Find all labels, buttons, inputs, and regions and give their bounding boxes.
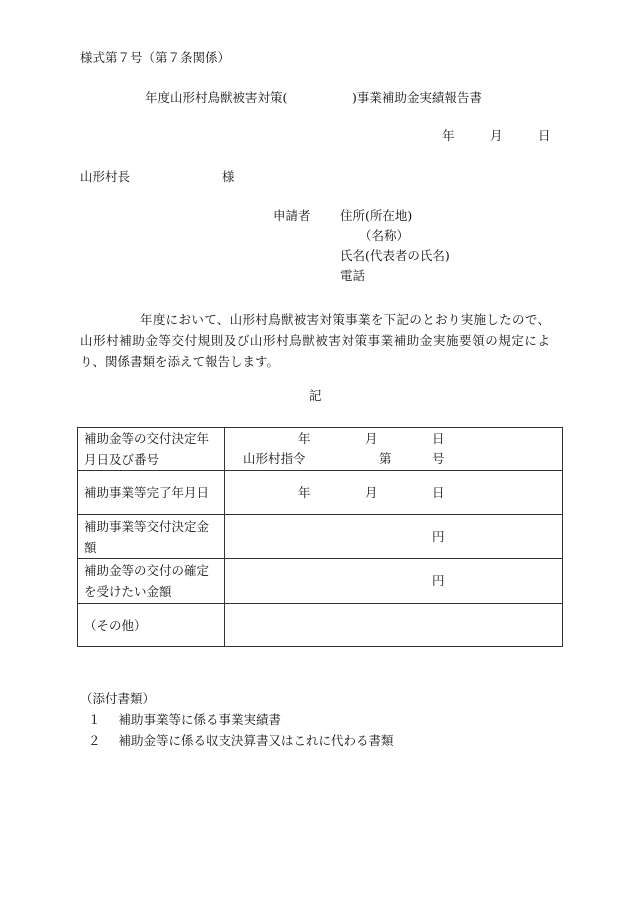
- row1-year: 年: [298, 431, 311, 446]
- row5-label: （その他）: [78, 604, 225, 647]
- row2-month: 月: [365, 485, 378, 500]
- row5-value: [225, 604, 563, 647]
- form-number: 様式第７号（第７条関係）: [80, 50, 231, 65]
- row3-value: [225, 515, 563, 559]
- addressee-name: 山形村長: [80, 169, 131, 184]
- applicant-phone: 電話: [340, 268, 366, 283]
- report-table: [77, 427, 563, 647]
- attachments-heading: （添付書類）: [80, 691, 156, 706]
- row3-unit: 円: [432, 529, 445, 544]
- table-row-other: [78, 604, 563, 647]
- addressee-honorific: 様: [222, 169, 235, 184]
- applicant-name: 氏名(代表者の氏名): [340, 248, 450, 263]
- applicant-org-name: （名称）: [359, 228, 410, 243]
- table-row-decision-date: [78, 428, 563, 471]
- title-prefix: 年度山形村鳥獣被害対策(: [145, 90, 288, 105]
- date-year: 年: [442, 128, 455, 143]
- row1-day: 日: [432, 431, 445, 446]
- row1-label: 補助金等の交付決定年月日及び番号: [78, 428, 225, 471]
- row1-directive: 山形村指令: [243, 451, 306, 466]
- body-paragraph: 年度において、山形村鳥獣被害対策事業を下記のとおり実施したので、山形村補助金等交付規則及び山形村鳥獣被害対策事業補助金実施要領の規定により、関係書類を添えて報告します。: [80, 312, 550, 369]
- applicant-label: 申請者: [273, 208, 311, 223]
- table-row-completion-date: [78, 471, 563, 515]
- date-month: 月: [490, 128, 503, 143]
- table-row-confirmed-amount: [78, 559, 563, 604]
- row2-value: [225, 471, 563, 515]
- row2-label: 補助事業等完了年月日: [78, 471, 225, 515]
- attachment-no: ２: [88, 733, 101, 748]
- attachment-item: [88, 714, 281, 727]
- row1-go: 号: [432, 451, 445, 466]
- row2-year: 年: [298, 485, 311, 500]
- row1-value: [225, 428, 563, 471]
- ki-heading: 記: [309, 388, 322, 403]
- row1-month: 月: [365, 431, 378, 446]
- attachment-item: [88, 735, 394, 748]
- row4-unit: 円: [432, 573, 445, 588]
- row3-label: 補助事業等交付決定金額: [78, 515, 225, 559]
- attachment-text: 補助事業等に係る事業実績書: [118, 712, 282, 727]
- row2-day: 日: [432, 485, 445, 500]
- title-suffix: )事業補助金実績報告書: [352, 90, 482, 105]
- row4-label: 補助金等の交付の確定を受けたい金額: [78, 559, 225, 604]
- row1-dai: 第: [379, 451, 392, 466]
- table-row-decision-amount: [78, 515, 563, 559]
- applicant-address: 住所(所在地): [340, 208, 413, 223]
- attachment-no: １: [88, 712, 101, 727]
- date-day: 日: [538, 128, 551, 143]
- row4-value: [225, 559, 563, 604]
- attachment-text: 補助金等に係る収支決算書又はこれに代わる書類: [118, 733, 394, 748]
